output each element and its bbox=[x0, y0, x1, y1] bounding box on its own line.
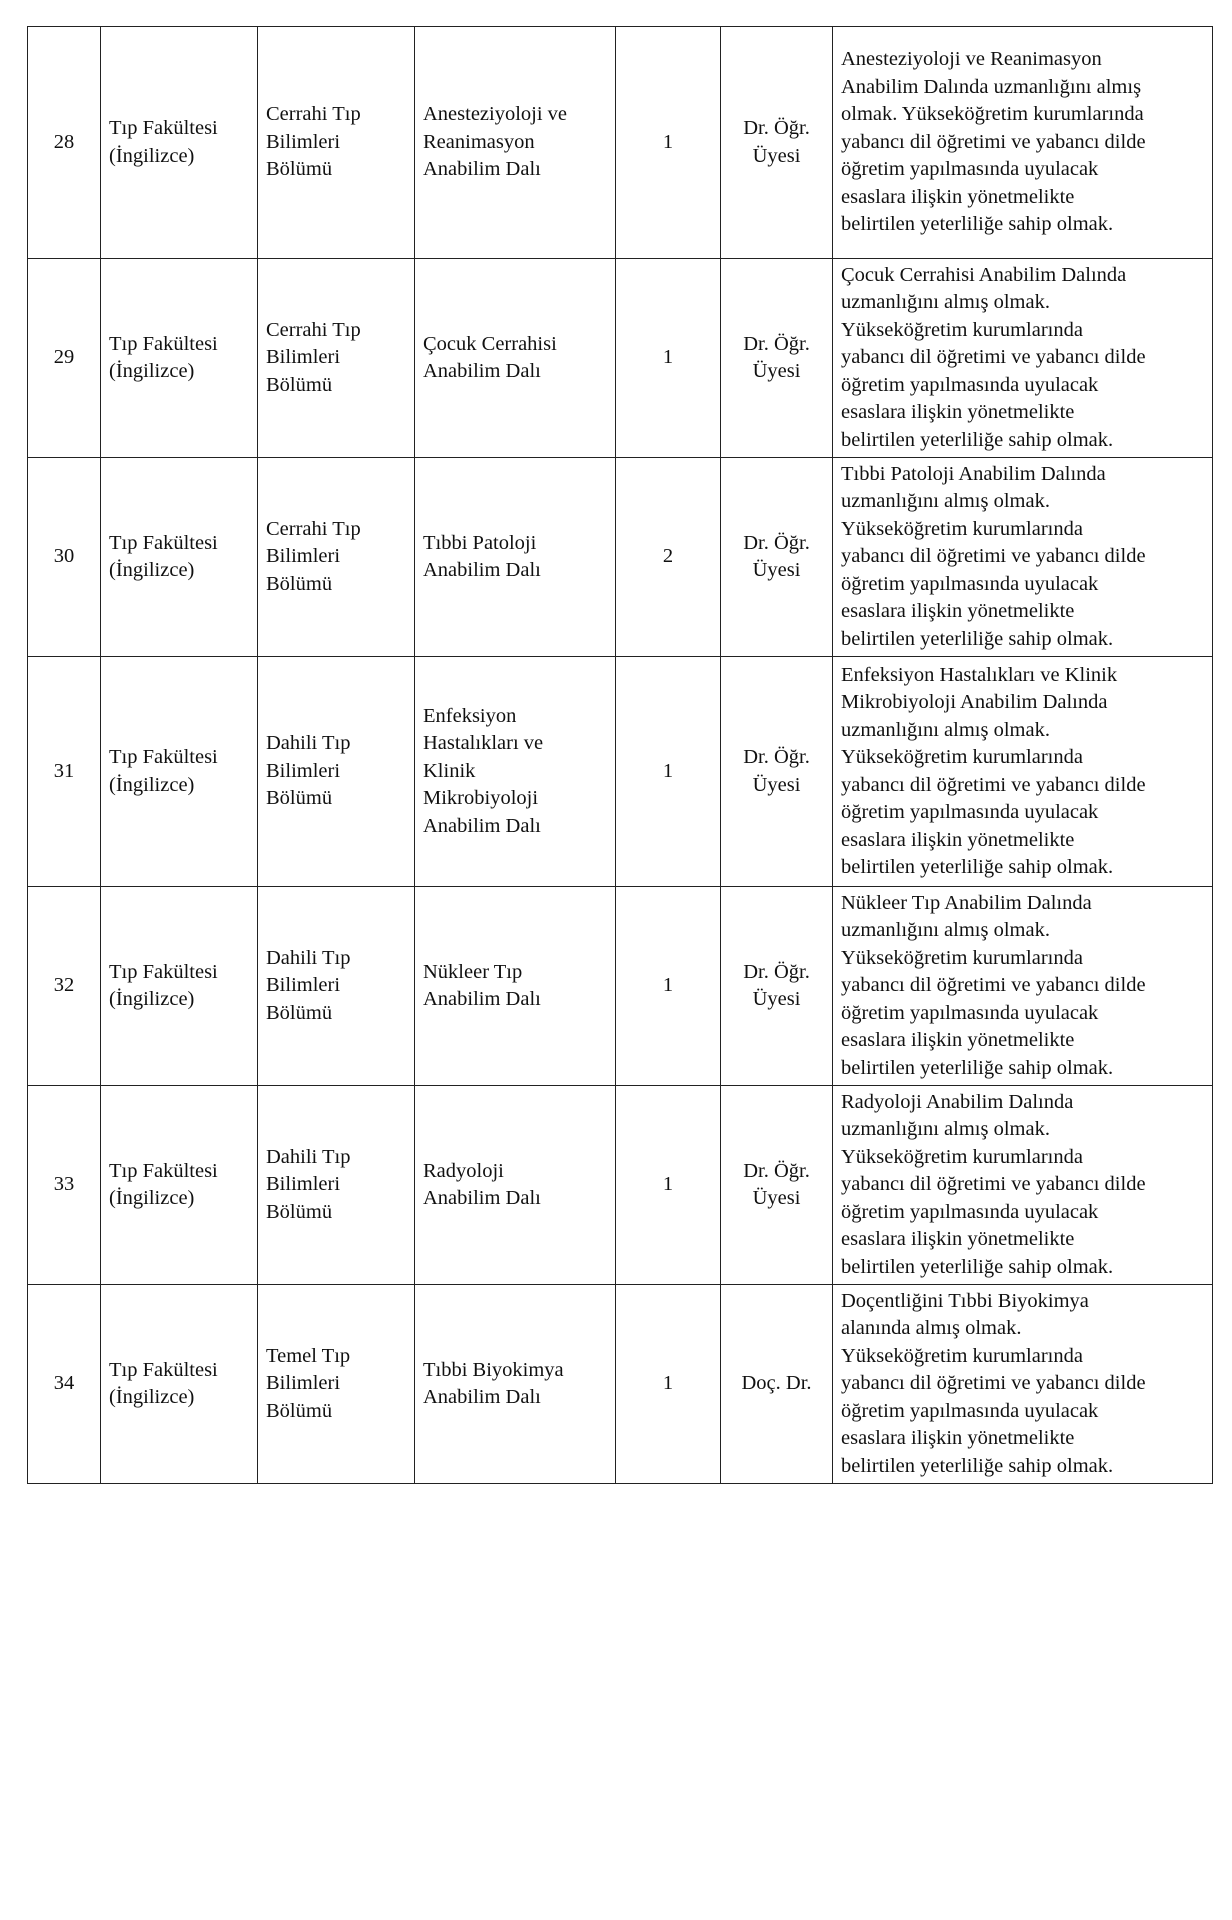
faculty-cell: Tıp Fakültesi (İngilizce) bbox=[101, 458, 258, 657]
table-row bbox=[28, 458, 1213, 657]
faculty-cell: Tıp Fakültesi (İngilizce) bbox=[101, 887, 258, 1086]
title-cell: Dr. Öğr. Üyesi bbox=[721, 657, 833, 887]
faculty-cell: Tıp Fakültesi (İngilizce) bbox=[101, 1086, 258, 1285]
row-number: 34 bbox=[28, 1285, 101, 1484]
title-cell: Doç. Dr. bbox=[721, 1285, 833, 1484]
department-cell: Cerrahi Tıp Bilimleri Bölümü bbox=[258, 27, 415, 259]
title-cell: Dr. Öğr. Üyesi bbox=[721, 259, 833, 458]
division-cell: Anesteziyoloji ve Reanimasyon Anabilim Dalı bbox=[415, 27, 616, 259]
division-cell: Radyoloji Anabilim Dalı bbox=[415, 1086, 616, 1285]
row-number: 29 bbox=[28, 259, 101, 458]
count-cell: 2 bbox=[616, 458, 721, 657]
count-cell: 1 bbox=[616, 1285, 721, 1484]
requirements-cell: Enfeksiyon Hastalıkları ve Klinik Mikrobiyoloji Anabilim Dalında uzmanlığını almış olmak. Yükseköğretim kurumlarında yabancı dil öğretimi ve yabancı dilde öğretim yapılmasında uyulacak esaslara ilişkin yönetmelikte belirtilen yeterliliğe sahip olmak. bbox=[833, 657, 1213, 887]
title-cell: Dr. Öğr. Üyesi bbox=[721, 458, 833, 657]
faculty-cell: Tıp Fakültesi (İngilizce) bbox=[101, 657, 258, 887]
requirements-cell: Doçentliğini Tıbbi Biyokimya alanında almış olmak. Yükseköğretim kurumlarında yabancı dil öğretimi ve yabancı dilde öğretim yapılmasında uyulacak esaslara ilişkin yönetmelikte belirtilen yeterliliğe sahip olmak. bbox=[833, 1285, 1213, 1484]
title-cell: Dr. Öğr. Üyesi bbox=[721, 887, 833, 1086]
department-cell: Temel Tıp Bilimleri Bölümü bbox=[258, 1285, 415, 1484]
title-cell: Dr. Öğr. Üyesi bbox=[721, 1086, 833, 1285]
table-row bbox=[28, 1086, 1213, 1285]
row-number: 28 bbox=[28, 27, 101, 259]
faculty-cell: Tıp Fakültesi (İngilizce) bbox=[101, 27, 258, 259]
requirements-cell: Radyoloji Anabilim Dalında uzmanlığını almış olmak. Yükseköğretim kurumlarında yabancı dil öğretimi ve yabancı dilde öğretim yapılmasında uyulacak esaslara ilişkin yönetmelikte belirtilen yeterliliğe sahip olmak. bbox=[833, 1086, 1213, 1285]
faculty-cell: Tıp Fakültesi (İngilizce) bbox=[101, 259, 258, 458]
count-cell: 1 bbox=[616, 27, 721, 259]
positions-table bbox=[27, 26, 1213, 1484]
department-cell: Cerrahi Tıp Bilimleri Bölümü bbox=[258, 458, 415, 657]
department-cell: Dahili Tıp Bilimleri Bölümü bbox=[258, 657, 415, 887]
requirements-cell: Nükleer Tıp Anabilim Dalında uzmanlığını almış olmak. Yükseköğretim kurumlarında yabancı dil öğretimi ve yabancı dilde öğretim yapılmasında uyulacak esaslara ilişkin yönetmelikte belirtilen yeterliliğe sahip olmak. bbox=[833, 887, 1213, 1086]
count-cell: 1 bbox=[616, 887, 721, 1086]
table-row bbox=[28, 657, 1213, 887]
requirements-cell: Tıbbi Patoloji Anabilim Dalında uzmanlığını almış olmak. Yükseköğretim kurumlarında yabancı dil öğretimi ve yabancı dilde öğretim yapılmasında uyulacak esaslara ilişkin yönetmelikte belirtilen yeterliliğe sahip olmak. bbox=[833, 458, 1213, 657]
division-cell: Tıbbi Patoloji Anabilim Dalı bbox=[415, 458, 616, 657]
table-row bbox=[28, 887, 1213, 1086]
row-number: 33 bbox=[28, 1086, 101, 1285]
count-cell: 1 bbox=[616, 259, 721, 458]
division-cell: Tıbbi Biyokimya Anabilim Dalı bbox=[415, 1285, 616, 1484]
count-cell: 1 bbox=[616, 1086, 721, 1285]
title-cell: Dr. Öğr. Üyesi bbox=[721, 27, 833, 259]
department-cell: Dahili Tıp Bilimleri Bölümü bbox=[258, 887, 415, 1086]
division-cell: Nükleer Tıp Anabilim Dalı bbox=[415, 887, 616, 1086]
requirements-cell: Anesteziyoloji ve Reanimasyon Anabilim Dalında uzmanlığını almış olmak. Yükseköğretim kurumlarında yabancı dil öğretimi ve yabancı dilde öğretim yapılmasında uyulacak esaslara ilişkin yönetmelikte belirtilen yeterliliğe sahip olmak. bbox=[833, 27, 1213, 259]
requirements-cell: Çocuk Cerrahisi Anabilim Dalında uzmanlığını almış olmak. Yükseköğretim kurumlarında yabancı dil öğretimi ve yabancı dilde öğretim yapılmasında uyulacak esaslara ilişkin yönetmelikte belirtilen yeterliliğe sahip olmak. bbox=[833, 259, 1213, 458]
count-cell: 1 bbox=[616, 657, 721, 887]
table-row bbox=[28, 27, 1213, 259]
table-row bbox=[28, 259, 1213, 458]
faculty-cell: Tıp Fakültesi (İngilizce) bbox=[101, 1285, 258, 1484]
row-number: 30 bbox=[28, 458, 101, 657]
row-number: 32 bbox=[28, 887, 101, 1086]
row-number: 31 bbox=[28, 657, 101, 887]
department-cell: Cerrahi Tıp Bilimleri Bölümü bbox=[258, 259, 415, 458]
division-cell: Çocuk Cerrahisi Anabilim Dalı bbox=[415, 259, 616, 458]
table-row bbox=[28, 1285, 1213, 1484]
department-cell: Dahili Tıp Bilimleri Bölümü bbox=[258, 1086, 415, 1285]
division-cell: Enfeksiyon Hastalıkları ve Klinik Mikrobiyoloji Anabilim Dalı bbox=[415, 657, 616, 887]
